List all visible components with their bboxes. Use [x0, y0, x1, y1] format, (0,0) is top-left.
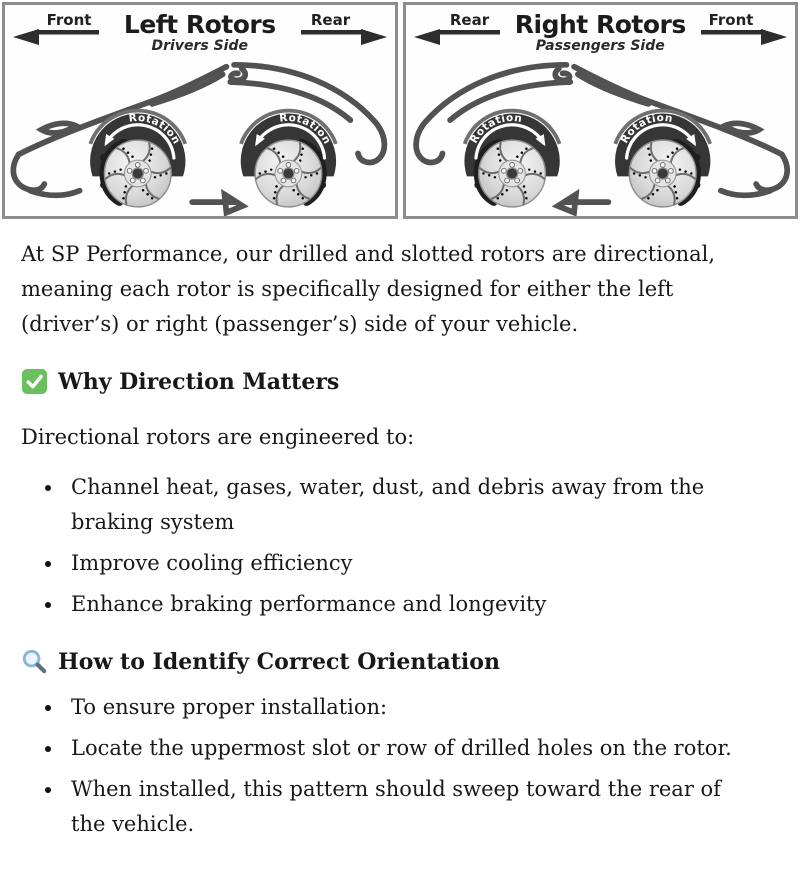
how-bullet-list — [21, 690, 770, 842]
article-body — [0, 237, 800, 872]
direction-label-text: Front — [708, 11, 754, 29]
right-arrow-icon — [299, 28, 387, 46]
heading-text: Why Direction Matters — [58, 368, 340, 395]
direction-label-text: Front — [46, 11, 92, 29]
heading-text: How to Identify Correct Orientation — [58, 648, 500, 675]
panel-subtitle: Passengers Side — [535, 38, 665, 55]
right-arrow-icon — [699, 28, 787, 46]
check-icon — [21, 368, 48, 395]
left-rotors-panel — [2, 2, 398, 219]
direction-label-text: Rear — [310, 11, 351, 29]
rear-direction-label — [414, 12, 502, 46]
bullet-item: • Enhance braking performance and longevity — [64, 587, 761, 622]
direction-label-text: Rear — [449, 11, 490, 29]
right-panel-titles — [502, 12, 700, 54]
front-direction-label — [13, 12, 101, 46]
left-panel-titles — [101, 12, 299, 54]
bullet-item: • Improve cooling efficiency — [64, 546, 761, 581]
intro-paragraph: At SP Performance, our drilled and slotted rotors are directional, meaning each rotor is specifically designed for either the left (driver’s) or right (passenger’s) side of your vehicle. — [21, 242, 716, 336]
left-car-silhouette — [5, 61, 395, 216]
bullet-item: • Locate the uppermost slot or row of drilled holes on the rotor. — [64, 731, 761, 766]
left-panel-header — [5, 5, 395, 59]
left-arrow-icon — [13, 28, 101, 46]
panel-title: Left Rotors — [123, 10, 276, 39]
why-bullet-list — [21, 470, 770, 622]
front-direction-label — [699, 12, 787, 46]
rotor-direction-diagram — [0, 0, 800, 219]
bullet-item: • When installed, this pattern should sweep toward the rear of the vehicle. — [64, 772, 761, 842]
right-rotors-panel — [403, 2, 799, 219]
identify-orientation-heading — [21, 648, 770, 675]
left-arrow-icon — [414, 28, 502, 46]
why-lead-text: Directional rotors are engineered to: — [21, 425, 415, 449]
bullet-item: • To ensure proper installation: — [64, 690, 761, 725]
magnifier-icon — [21, 648, 48, 675]
rear-direction-label — [299, 12, 387, 46]
panel-subtitle: Drivers Side — [151, 38, 248, 55]
right-panel-header — [406, 5, 796, 59]
right-car-silhouette — [406, 61, 796, 216]
bullet-item: • Channel heat, gases, water, dust, and debris away from the braking system — [64, 470, 761, 540]
why-direction-matters-heading — [21, 368, 770, 395]
panel-title: Right Rotors — [514, 10, 686, 39]
